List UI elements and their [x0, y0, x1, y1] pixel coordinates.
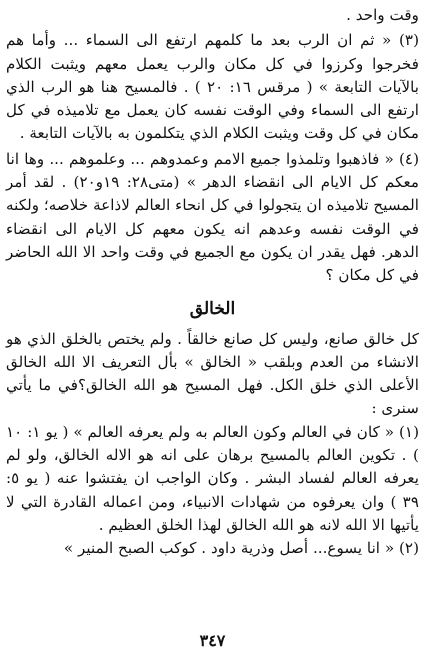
- page-number: ٣٤٧: [199, 631, 226, 650]
- section-heading: الخالق: [189, 298, 236, 319]
- paragraph-point-1: (١) « كان في العالم وكون العالم به ولم يعرفه العالم » ( يو ١: ١٠ ) . تكوين العالم بالمسيح برهان على انه هو الاله الخالق، ولو لم يعرفه العالم لفساد البشر . وكان الواجب ان يفتشوا عنه ( يو ٥: ٣٩ ) وان يعرفوه من شهادات الانبياء، ومن اعماله القادرة التي لا يأتيها الا الله لانه هو الله الخالق لهذا الخلق العظيم .: [6, 422, 419, 534]
- paragraph-intro: كل خالق صانع، وليس كل صانع خالقاً . ولم يختص بالخلق الذي هو الانشاء من العدم وبلقب « الخالق » بأل التعريف الا الله الخالق الأعلى الذي خلق الكل. فهل المسيح هو الله الخالق؟في ما يأتي سنرى :: [6, 329, 419, 418]
- paragraph-point-2: (٢) « انا يسوع... أصل وذرية داود . كوكب الصبح المنير »: [63, 539, 419, 558]
- paragraph-point-3: (٣) « ثم ان الرب بعد ما كلمهم ارتفع الى السماء ... وأما هم فخرجوا وكرزوا في كل مكان والرب يعمل معهم ويثبت الكلام بالآيات التابعة » ( مرقس ١٦: ٢٠ ) . فالمسيح هنا هو الرب الذي ارتفع الى السماء وفي الوقت نفسه كان يعمل مع تلاميذه في كل مكان في كل وقت ويثبت الكلام الذي يتكلمون به بالآيات التابعة .: [6, 31, 419, 143]
- paragraph-continuation: وقت واحد .: [346, 6, 419, 24]
- paragraph-point-4: (٤) « فاذهبوا وتلمذوا جميع الامم وعمدوهم ... وعلموهم ... وها انا معكم كل الايام الى انقضاء الدهر » (متى٢٨: ١٩و٢٠) . لقد أمر المسيح تلاميذه ان يتجولوا في كل انحاء العالم لاذاعة خلاصه؛ ولكنه في الوقت نفسه وعدهم انه يكون معهم كل الايام الى انقضاء الدهر. فهل يقدر ان يكون مع الجميع في وقت واحد الا الله الحاضر في كل مكان ؟: [6, 149, 419, 285]
